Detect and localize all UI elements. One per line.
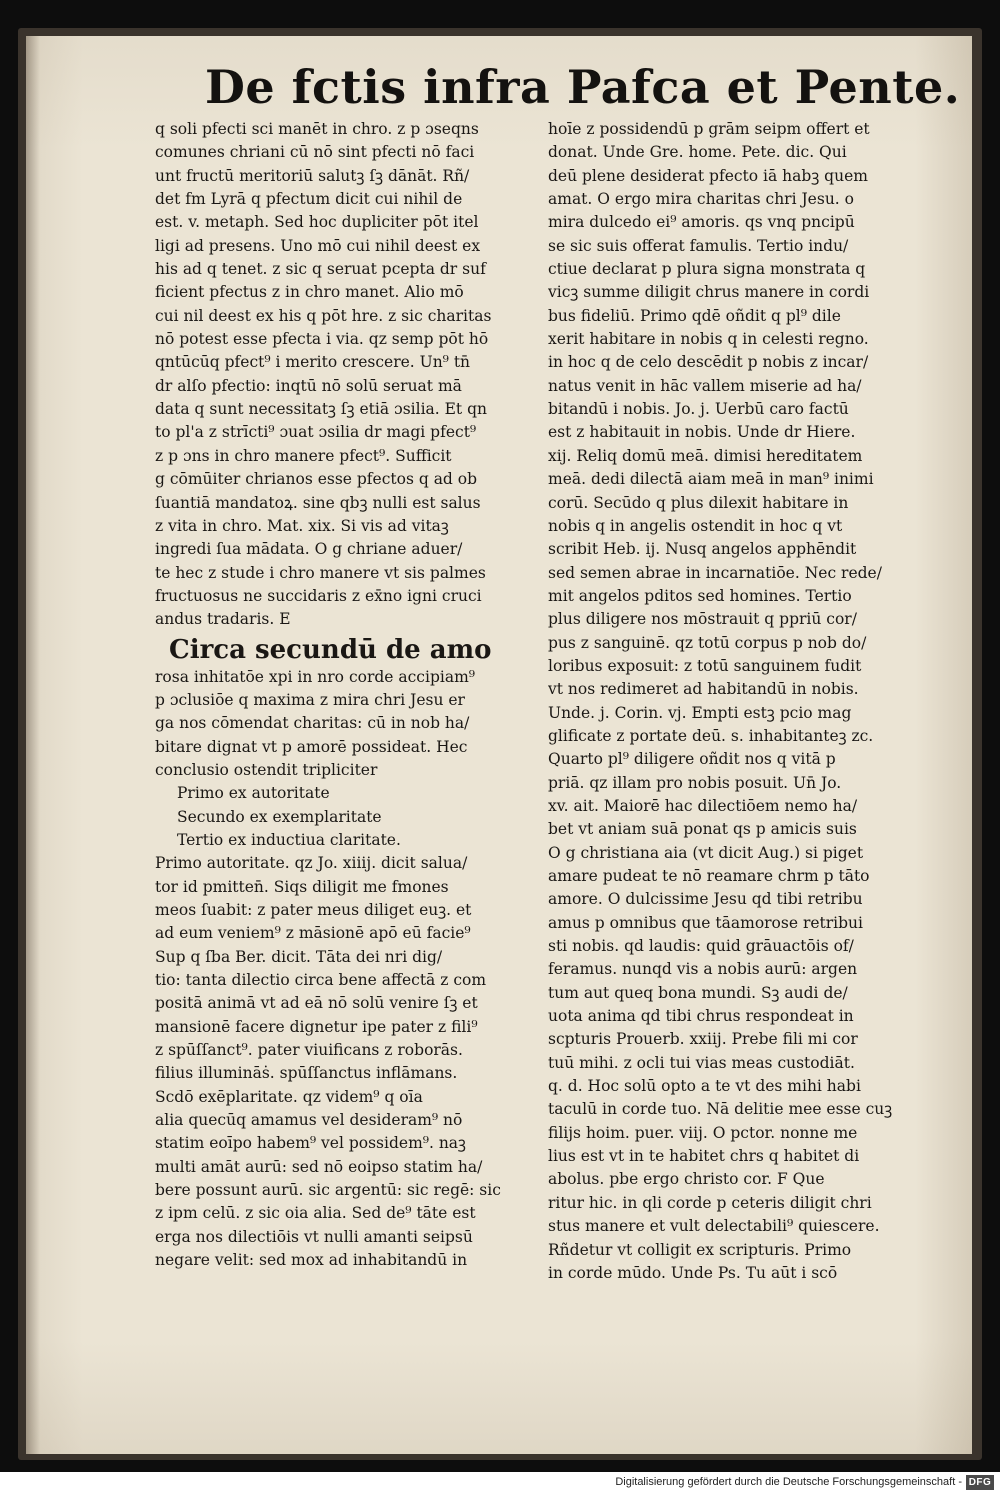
text-line: ad eum veniem⁹ z māsionē apō eū facie⁹: [155, 924, 471, 943]
division-line: Secundo ex exemplaritate: [177, 807, 382, 826]
text-line: bitare dignat vt p amorē possideat. Hec: [155, 737, 468, 756]
text-line: plus diligere nos mōstrauit q ppriū cor/: [548, 610, 857, 629]
text-line: bus fideliū. Primo qdē oñdit q pl⁹ dile: [548, 306, 841, 325]
text-line: ingredi ſua mādata. O g chriane aduer/: [155, 540, 463, 559]
text-line: xerit habitare in nobis q in celesti regno.: [548, 330, 869, 349]
dfg-logo: DFG: [966, 1475, 994, 1490]
text-line: mansionē facere dignetur ipe pater z fili⁹: [155, 1017, 478, 1036]
running-head: De fctis infra Pafca et Pente.: [205, 60, 961, 114]
text-line: Primo autoritate. qz Jo. xiiij. dicit salua/: [155, 854, 468, 873]
text-line: stus manere et vult delectabili⁹ quiescere.: [548, 1217, 880, 1236]
text-line: meos ſuabit: z pater meus diliget euꝫ. et: [155, 901, 472, 919]
text-line: Quarto pl⁹ diligere oñdit nos q vitā p: [548, 750, 836, 769]
text-line: O g christiana aia (vt dicit Aug.) si piget: [548, 843, 864, 862]
text-line: to pl'a z strīcti⁹ ɔuat ɔsilia dr magi pfect⁹: [155, 423, 477, 442]
text-line: te hec z stude i chro manere vt sis palmes: [155, 563, 486, 582]
text-line: taculū in corde tuo. Nā delitie mee esse cuꝫ: [548, 1100, 893, 1119]
text-line: z vita in chro. Mat. xix. Si vis ad vitaꝫ: [155, 516, 449, 535]
division-line: Tertio ex inductiua claritate.: [177, 830, 401, 849]
text-line: andus tradaris. E: [155, 610, 291, 629]
text-line: nō potest esse pfecta i via. qz semp pōt hō: [155, 330, 489, 349]
text-line: alia quecūq amamus vel desideram⁹ nō: [155, 1111, 463, 1130]
text-line: conclusio ostendit tripliciter: [155, 760, 378, 779]
text-line: Unde. j. Corin. vj. Empti estꝫ pcio mag: [548, 703, 852, 722]
text-line: se sic suis offerat famulis. Tertio indu/: [548, 236, 849, 255]
text-line: ſuantiā mandatoꝝ. sine qbꝫ nulli est salus: [155, 493, 481, 512]
text-line: ctiue declarat p plura signa monstrata q: [548, 260, 866, 279]
section-heading: Circa secundū de amo: [169, 634, 492, 665]
text-line: amat. O ergo mira charitas chri Jesu. o: [548, 190, 854, 209]
text-line: Sup q ſba Ber. dicit. Tāta dei nri dig/: [155, 947, 443, 966]
text-line: mit angelos pditos sed homines. Tertio: [548, 586, 852, 605]
text-line: qntūcūq pfect⁹ i merito crescere. Un⁹ tn̄: [155, 353, 471, 372]
text-line: tor id pmitten̄. Siqs diligit me fmones: [155, 877, 449, 896]
text-line: unt fructū meritoriū salutꝫ ſꝫ dānāt. Rñ/: [155, 166, 470, 185]
text-line: filijs hoim. puer. viij. O pctor. nonne me: [548, 1123, 858, 1142]
text-line: sti nobis. qd laudis: quid grāuactōis of/: [548, 937, 854, 956]
text-line: pus z sanguinē. qz totū corpus p nob do/: [548, 633, 867, 652]
text-line: filius illumināṡ. spūſſanctus inflāmans.: [155, 1064, 458, 1083]
text-line: ficient pfectus z in chro manet. Alio mō: [155, 283, 464, 302]
text-line: in corde mūdo. Unde Ps. Tu aūt i scō: [548, 1263, 838, 1282]
text-line: bet vt aniam suā ponat qs p amicis suis: [548, 820, 857, 839]
text-line: loribus exposuit: z totū sanguinem fudit: [548, 656, 862, 675]
right-column: [548, 118, 913, 1285]
text-line: glificate z portate deū. s. inhabitanteꝫ zc.: [548, 726, 874, 745]
text-line: hoīe z possidendū p grām seipm offert et: [548, 120, 870, 138]
division-line: Primo ex autoritate: [177, 784, 330, 803]
text-line: deū plene desiderat pfecto iā habꝫ quem: [548, 166, 868, 185]
footer-bar: [0, 1472, 1000, 1494]
text-line: p ɔclusiōe q maxima z mira chri Jesu er: [155, 690, 465, 709]
text-line: erga nos dilectiōis vt nulli amanti seipsū: [155, 1227, 473, 1246]
text-line: z ipm celū. z sic oia alia. Sed de⁹ tāte est: [155, 1204, 476, 1223]
text-line: in hoc q de celo descēdit p nobis z incar/: [548, 353, 869, 372]
text-line: feramus. nunqd vis a nobis aurū: argen: [548, 960, 858, 979]
text-line: statim eoīpo habem⁹ vel possidem⁹. naꝫ: [155, 1134, 466, 1153]
text-line: Rñdetur vt colligit ex scripturis. Primo: [548, 1240, 852, 1259]
text-line: scribit Heb. ij. Nusq angelos apphēndit: [548, 540, 857, 559]
text-line: xij. Reliq domū meā. dimisi hereditatem: [548, 446, 863, 465]
text-line: donat. Unde Gre. home. Pete. dic. Qui: [548, 143, 847, 162]
text-line: est z habitauit in nobis. Unde dr Hiere.: [548, 423, 856, 442]
text-line: amore. O dulcissime Jesu qd tibi retribu: [548, 890, 863, 909]
text-line: ritur hic. in qli corde p ceteris diligit chri: [548, 1193, 872, 1212]
text-line: mira dulcedo ei⁹ amoris. qs vnq pncipū: [548, 213, 855, 232]
text-line: z p ɔns in chro manere pfect⁹. Sufficit: [155, 446, 452, 465]
text-line: amus p omnibus que tāamorose retribui: [548, 913, 863, 932]
text-line: z spūſſanct⁹. pater viuificans z roborās.: [155, 1041, 463, 1060]
funding-notice: Digitalisierung gefördert durch die Deutsche Forschungsgemeinschaft -: [615, 1476, 962, 1488]
text-line: data q sunt necessitatꝫ ſꝫ etiā ɔsilia. Et qn: [155, 400, 487, 419]
text-line: natus venit in hāc vallem miserie ad ha/: [548, 376, 862, 395]
left-column: [155, 118, 540, 1273]
text-line: xv. ait. Maiorē hac dilectiōem nemo ha/: [548, 796, 858, 815]
text-line: vt nos redimeret ad habitandū in nobis.: [548, 680, 859, 699]
text-line: tuū mihi. z ocli tui vias meas custodiāt.: [548, 1053, 855, 1072]
text-line: uota anima qd tibi chrus respondeat in: [548, 1007, 854, 1026]
text-line: Scdō exēplaritate. qz videm⁹ q oīa: [155, 1087, 423, 1106]
text-line: tum aut queq bona mundi. Sꝫ audi de/: [548, 983, 848, 1002]
text-line: fructuosus ne succidaris z ex̄no igni cruci: [155, 586, 482, 605]
text-line: priā. qz illam pro nobis posuit. Un̄ Jo.: [548, 773, 842, 792]
text-line: q soli pfecti sci manēt in chro. z p ɔseqns: [155, 120, 479, 138]
text-line: multi amāt aurū: sed nō eoipso statim ha/: [155, 1157, 483, 1176]
text-line: lius est vt in te habitet chrs q habitet di: [548, 1147, 860, 1166]
gutter-shadow: [26, 36, 40, 1454]
text-line: scpturis Prouerb. xxiij. Prebe fili mi cor: [548, 1030, 858, 1049]
text-line: g cōmūiter chrianos esse pfectos q ad ob: [155, 470, 478, 489]
text-line: cui nil deest ex his q pōt hre. z sic charitas: [155, 306, 492, 325]
text-line: comunes chriani cū nō sint pfecti nō faci: [155, 143, 475, 162]
text-line: negare velit: sed mox ad inhabitandū in: [155, 1251, 468, 1270]
text-line: tio: tanta dilectio circa bene affectā z com: [155, 971, 487, 990]
text-line: positā animā vt ad eā nō solū venire ſꝫ et: [155, 994, 478, 1013]
text-line: vicꝫ summe diligit chrus manere in cordi: [548, 283, 870, 302]
text-line: bere possunt aurū. sic argentū: sic regē: sic: [155, 1181, 501, 1200]
text-line: corū. Secūdo q plus dilexit habitare in: [548, 493, 849, 512]
text-line: bitandū i nobis. Jo. j. Uerbū caro factū: [548, 400, 849, 419]
text-line: meā. dedi dilectā aiam meā in man⁹ inimi: [548, 470, 874, 489]
text-line: ga nos cōmendat charitas: cū in nob ha/: [155, 714, 470, 733]
text-line: rosa inhitatōe xpi in nro corde accipiam⁹: [155, 667, 475, 686]
text-line: abolus. pbe ergo christo cor. F Que: [548, 1170, 825, 1189]
text-line: q. d. Hoc solū opto a te vt des mihi habi: [548, 1077, 861, 1096]
text-line: sed semen abrae in incarnatiōe. Nec rede/: [548, 563, 882, 582]
text-line: amare pudeat te nō reamare chrm p tāto: [548, 867, 870, 885]
text-line: est. v. metaph. Sed hoc dupliciter pōt itel: [155, 213, 479, 232]
text-line: his ad q tenet. z sic q seruat pcepta dr suf: [155, 260, 486, 279]
text-line: dr alſo pfectio: inqtū nō solū seruat mā: [155, 376, 462, 395]
text-line: nobis q in angelis ostendit in hoc q vt: [548, 516, 843, 535]
text-line: ligi ad presens. Uno mō cui nihil deest ex: [155, 236, 481, 255]
text-line: det fm Lyrā q pfectum dicit cui nihil de: [155, 190, 463, 209]
